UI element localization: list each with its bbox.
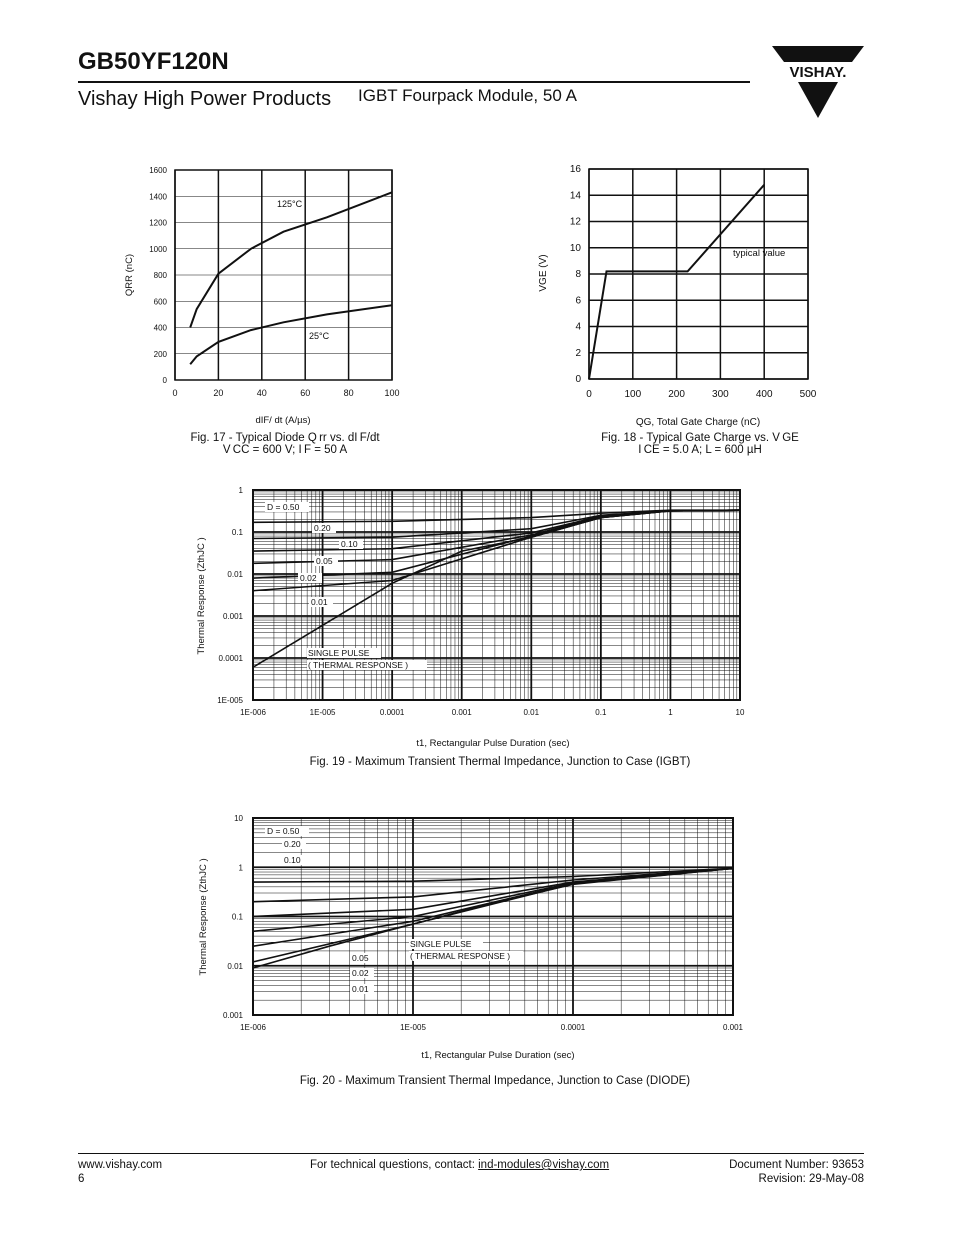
product-title: IGBT Fourpack Module, 50 A (358, 86, 577, 105)
x-tick-label: 0.0001 (560, 1023, 586, 1032)
y-tick-label: 10 (234, 814, 243, 823)
single-pulse-label: SINGLE PULSE (308, 648, 370, 658)
y-tick-label: 800 (153, 271, 167, 280)
y-tick-label: 16 (569, 164, 581, 175)
y-tick-label: 0.1 (231, 528, 243, 537)
fig17-caption (150, 432, 420, 456)
single-pulse-label: SINGLE PULSE (410, 939, 472, 949)
x-tick-label: 100 (384, 388, 400, 398)
y-tick-label: 0.01 (227, 961, 243, 971)
y-tick-label: 1200 (149, 218, 167, 228)
y-tick-label: 0 (162, 376, 167, 385)
legend-label-1: 0.20 (284, 839, 301, 849)
x-tick-label: 0.001 (722, 1023, 744, 1032)
contact-email-link[interactable]: ind-modules@vishay.com (478, 1159, 610, 1171)
x-tick-label: 10 (735, 708, 745, 717)
x-tick-label: 40 (256, 388, 267, 398)
y-tick-label: 0.0001 (218, 654, 243, 663)
fig18-caption-line1: Fig. 18 - Typical Gate Charge vs. V GE (601, 432, 799, 444)
x-tick-label: 400 (755, 389, 773, 400)
x-tick-label: 0.001 (451, 708, 472, 717)
y-axis-label: QRR (nC) (124, 253, 135, 297)
x-tick-label: 60 (300, 388, 311, 398)
fig17-caption-line1: Fig. 17 - Typical Diode Q rr vs. dI F/dt (190, 432, 380, 444)
y-tick-label: 0 (575, 374, 581, 385)
footer-website[interactable]: www.vishay.com (78, 1159, 163, 1171)
x-tick-label: 80 (343, 388, 354, 398)
y-tick-label: 14 (569, 190, 581, 202)
legend-label-2: 0.10 (284, 855, 301, 865)
x-tick-label: 500 (799, 389, 817, 400)
footer-doc-number: Document Number: 93653 (729, 1159, 864, 1171)
x-tick-label: 0.0001 (379, 708, 405, 717)
series-line-25-c (190, 305, 392, 364)
typical-value-label: typical value (733, 248, 786, 259)
fig20-caption: Fig. 20 - Maximum Transient Thermal Impedance, Junction to Case (DIODE) (299, 1075, 691, 1087)
x-tick-label: 200 (668, 389, 685, 400)
y-tick-label: 0.1 (231, 912, 243, 922)
fig18-chart (530, 155, 830, 435)
x-tick-label: 100 (624, 389, 642, 400)
legend-label-5: 0.01 (352, 984, 369, 994)
y-tick-label: 1000 (149, 244, 167, 254)
header-rule (78, 81, 750, 83)
legend-label-2: 0.10 (341, 539, 358, 549)
footer-contact (310, 1159, 609, 1171)
x-tick-label: 1E-005 (309, 708, 336, 717)
y-axis-label: VGE (V) (538, 254, 549, 292)
legend-label-4: 0.02 (352, 968, 369, 978)
footer-rule (78, 1153, 864, 1154)
series-line-125-c (190, 192, 392, 327)
x-tick-label: 0.1 (595, 708, 607, 717)
series-line-0-20 (253, 868, 733, 901)
fig19-caption: Fig. 19 - Maximum Transient Thermal Impedance, Junction to Case (IGBT) (309, 756, 691, 768)
footer-contact-prefix: For technical questions, contact: (310, 1159, 479, 1171)
y-tick-label: 1 (238, 863, 243, 873)
x-tick-label: 0 (172, 388, 178, 398)
y-tick-label: 600 (153, 297, 167, 307)
x-axis-label: QG, Total Gate Charge (nC) (635, 417, 761, 428)
thermal-response-label: ( THERMAL RESPONSE ) (308, 660, 409, 670)
y-tick-label: 1E-005 (217, 696, 243, 705)
part-number: GB50YF120N (78, 48, 229, 75)
fig17-caption-line2: V CC = 600 V; I F = 50 A (222, 444, 348, 456)
y-tick-label: 2 (575, 347, 581, 359)
x-tick-label: 1E-005 (400, 1023, 426, 1032)
fig18-caption-line2: I CE = 5.0 A; L = 600 µH (638, 444, 762, 456)
x-axis-label: dIF/ dt (A/µs) (255, 415, 311, 426)
legend-label-3: 0.05 (352, 953, 369, 963)
x-tick-label: 0 (586, 389, 592, 400)
series-line-0-02 (253, 868, 733, 946)
y-axis-label: Thermal Response (ZthJC ) (196, 537, 207, 655)
legend-label-0: D = 0.50 (267, 502, 300, 512)
vishay-logo (770, 44, 866, 122)
y-tick-label: 0.01 (227, 570, 243, 579)
x-tick-label: 1 (668, 708, 673, 717)
y-tick-label: 0.001 (222, 1011, 243, 1020)
x-axis-label: t1, Rectangular Pulse Duration (sec) (416, 738, 570, 749)
legend-label-4: 0.02 (300, 573, 317, 583)
y-tick-label: 200 (153, 349, 167, 359)
fig19-chart (180, 478, 780, 753)
svg-text:VISHAY.: VISHAY. (789, 64, 847, 81)
legend-label-0: D = 0.50 (267, 826, 300, 836)
y-tick-label: 1400 (149, 192, 167, 202)
y-tick-label: 0.001 (222, 612, 243, 621)
fig18-caption (565, 432, 835, 456)
x-tick-label: 20 (213, 388, 224, 398)
y-tick-label: 1 (238, 486, 243, 495)
y-tick-label: 10 (569, 242, 581, 254)
x-axis-label: t1, Rectangular Pulse Duration (sec) (421, 1050, 575, 1061)
series-label-125c: 125°C (277, 199, 303, 209)
legend-label-3: 0.05 (316, 556, 333, 566)
x-tick-label: 1E-006 (240, 708, 266, 717)
x-tick-label: 0.01 (523, 708, 540, 717)
thermal-response-label: ( THERMAL RESPONSE ) (410, 951, 511, 961)
y-axis-label: Thermal Response (ZthJC ) (198, 858, 209, 976)
fig17-chart (110, 155, 440, 435)
footer-revision: Revision: 29-May-08 (758, 1173, 864, 1185)
legend-label-1: 0.20 (314, 523, 331, 533)
footer-page-number: 6 (78, 1173, 85, 1185)
y-tick-label: 400 (153, 323, 167, 333)
y-tick-label: 4 (575, 321, 581, 333)
series-label-25c: 25°C (309, 331, 330, 341)
division-title: Vishay High Power Products (78, 88, 332, 110)
x-tick-label: 1E-006 (240, 1023, 266, 1032)
y-tick-label: 6 (575, 295, 581, 307)
legend-label-5: 0.01 (311, 597, 328, 607)
fig20-chart (180, 805, 780, 1070)
y-tick-label: 8 (575, 269, 581, 280)
y-tick-label: 12 (569, 216, 581, 228)
y-tick-label: 1600 (149, 166, 167, 175)
x-tick-label: 300 (712, 389, 729, 400)
